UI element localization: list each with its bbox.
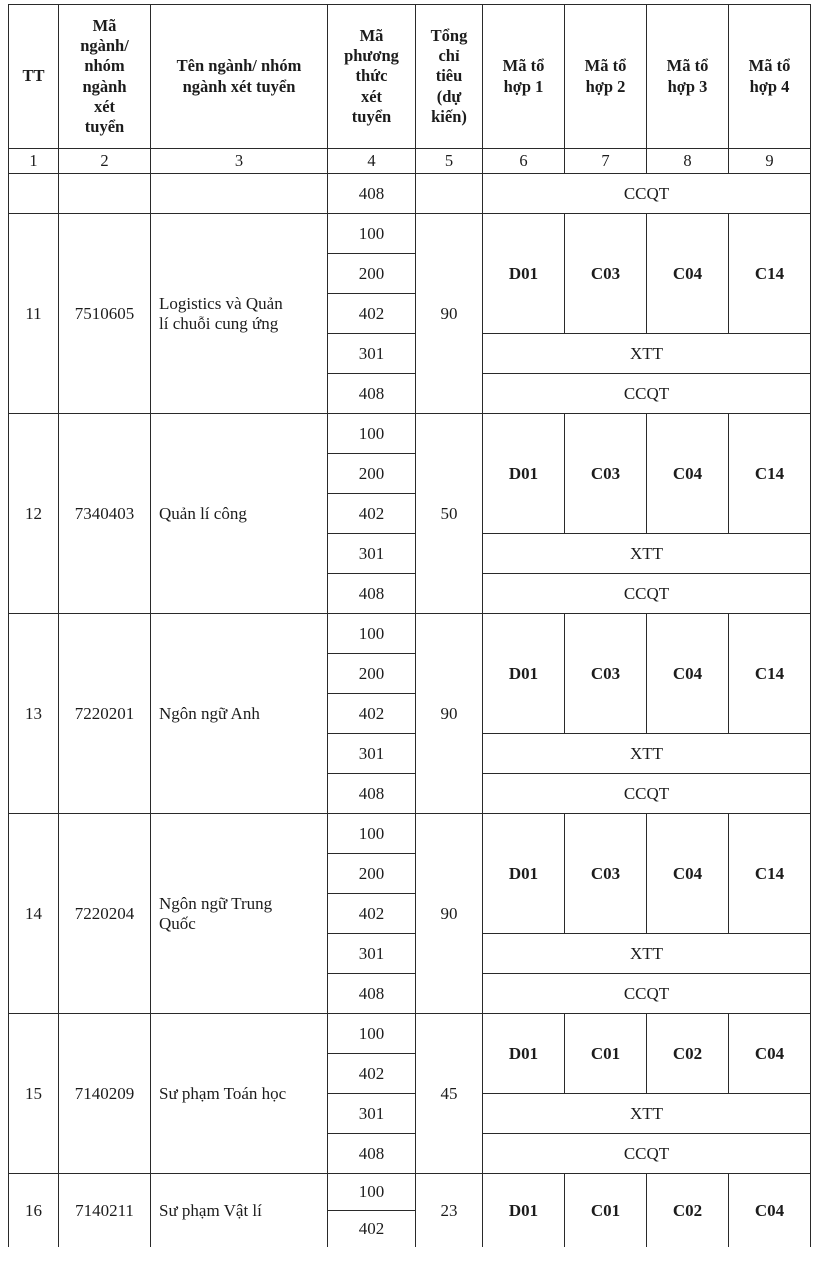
method-code: 402 bbox=[328, 294, 416, 334]
program-tt: 13 bbox=[9, 614, 59, 814]
column-number: 3 bbox=[151, 149, 328, 174]
program-tt: 11 bbox=[9, 214, 59, 414]
column-number: 2 bbox=[59, 149, 151, 174]
program-code: 7140209 bbox=[59, 1014, 151, 1174]
combo-3: C04 bbox=[647, 414, 729, 534]
method-code: 200 bbox=[328, 854, 416, 894]
text-line: hợp 2 bbox=[585, 76, 626, 96]
ccqt-note: CCQT bbox=[483, 574, 811, 614]
method-code: 408 bbox=[328, 374, 416, 414]
text-line: Mã tổ bbox=[502, 56, 545, 76]
combo-4: C14 bbox=[729, 214, 811, 334]
text-line: Mã tổ bbox=[666, 56, 709, 76]
program-code: 7220204 bbox=[59, 814, 151, 1014]
combo-2: C01 bbox=[565, 1174, 647, 1248]
combo-1: D01 bbox=[483, 214, 565, 334]
method-code: 100 bbox=[328, 214, 416, 254]
xtt-note: XTT bbox=[483, 934, 811, 974]
method-code: 100 bbox=[328, 1014, 416, 1054]
text-line: xét bbox=[93, 96, 116, 116]
combo-1: D01 bbox=[483, 614, 565, 734]
combo-3: C04 bbox=[647, 814, 729, 934]
program-tt: 14 bbox=[9, 814, 59, 1014]
ccqt-note: CCQT bbox=[483, 374, 811, 414]
method-code: 100 bbox=[328, 414, 416, 454]
program-code: 7340403 bbox=[59, 414, 151, 614]
method-code: 301 bbox=[328, 934, 416, 974]
method-code: 408 bbox=[328, 774, 416, 814]
program-rows bbox=[9, 214, 811, 1248]
combo-4: C04 bbox=[729, 1174, 811, 1248]
header-row bbox=[9, 5, 811, 149]
method-code: 200 bbox=[328, 654, 416, 694]
program-name bbox=[151, 814, 328, 1014]
text-line: Ngôn ngữ Anh bbox=[159, 703, 260, 723]
program-code: 7220201 bbox=[59, 614, 151, 814]
ccqt-note: CCQT bbox=[483, 1134, 811, 1174]
program-quota: 90 bbox=[416, 614, 483, 814]
header-combo-4 bbox=[729, 5, 811, 149]
text-line: Mã tổ bbox=[584, 56, 627, 76]
header-combo-2 bbox=[565, 5, 647, 149]
method-code: 100 bbox=[328, 614, 416, 654]
method-code: 402 bbox=[328, 694, 416, 734]
program-quota: 50 bbox=[416, 414, 483, 614]
combo-2: C03 bbox=[565, 614, 647, 734]
method-code: 100 bbox=[328, 1174, 416, 1211]
ccqt-note: CCQT bbox=[483, 974, 811, 1014]
program-code: 7140211 bbox=[59, 1174, 151, 1248]
text-line: kiến) bbox=[431, 106, 467, 126]
carryover-method: 408 bbox=[328, 174, 416, 214]
column-number-row bbox=[9, 149, 811, 174]
column-number: 9 bbox=[729, 149, 811, 174]
method-code: 301 bbox=[328, 534, 416, 574]
program-row bbox=[9, 814, 811, 854]
text-line: hợp 1 bbox=[503, 76, 544, 96]
method-code: 301 bbox=[328, 734, 416, 774]
program-row bbox=[9, 614, 811, 654]
ccqt-note: CCQT bbox=[483, 774, 811, 814]
carryover-row bbox=[9, 174, 811, 214]
text-line: hợp 4 bbox=[749, 76, 790, 96]
combo-4: C14 bbox=[729, 614, 811, 734]
combo-2: C03 bbox=[565, 814, 647, 934]
text-line: Quản lí công bbox=[159, 503, 247, 523]
program-tt: 12 bbox=[9, 414, 59, 614]
combo-1: D01 bbox=[483, 1174, 565, 1248]
xtt-note: XTT bbox=[483, 734, 811, 774]
header-tt: TT bbox=[9, 5, 59, 149]
text-line: ngành xét tuyển bbox=[182, 76, 296, 96]
text-line: thức bbox=[355, 66, 388, 86]
text-line: xét bbox=[360, 86, 383, 106]
combo-2: C03 bbox=[565, 214, 647, 334]
program-quota: 90 bbox=[416, 814, 483, 1014]
method-code: 100 bbox=[328, 814, 416, 854]
combo-1: D01 bbox=[483, 414, 565, 534]
header-combo-3 bbox=[647, 5, 729, 149]
text-line: Mã tổ bbox=[748, 56, 791, 76]
program-quota: 45 bbox=[416, 1014, 483, 1174]
carryover-tt-cell bbox=[9, 174, 59, 214]
method-code: 402 bbox=[328, 1054, 416, 1094]
text-line: ngành/ bbox=[80, 36, 129, 56]
method-code: 301 bbox=[328, 334, 416, 374]
header-program-name bbox=[151, 5, 328, 149]
header-program-code bbox=[59, 5, 151, 149]
admission-table bbox=[8, 4, 811, 1247]
method-code: 402 bbox=[328, 1211, 416, 1248]
method-code: 408 bbox=[328, 574, 416, 614]
method-code: 200 bbox=[328, 254, 416, 294]
column-number: 6 bbox=[483, 149, 565, 174]
program-row bbox=[9, 1174, 811, 1211]
combo-3: C02 bbox=[647, 1174, 729, 1248]
column-number: 1 bbox=[9, 149, 59, 174]
column-number: 8 bbox=[647, 149, 729, 174]
program-quota: 90 bbox=[416, 214, 483, 414]
combo-1: D01 bbox=[483, 1014, 565, 1094]
combo-3: C02 bbox=[647, 1014, 729, 1094]
text-line: ngành bbox=[82, 76, 127, 96]
xtt-note: XTT bbox=[483, 1094, 811, 1134]
carryover-note: CCQT bbox=[483, 174, 811, 214]
method-code: 408 bbox=[328, 1134, 416, 1174]
program-name bbox=[151, 414, 328, 614]
program-tt: 16 bbox=[9, 1174, 59, 1248]
text-line: Mã bbox=[359, 26, 384, 46]
program-row bbox=[9, 214, 811, 254]
text-line: Logistics và Quản bbox=[159, 293, 283, 313]
text-line: Quốc bbox=[159, 913, 196, 933]
xtt-note: XTT bbox=[483, 534, 811, 574]
header-method-code bbox=[328, 5, 416, 149]
combo-2: C03 bbox=[565, 414, 647, 534]
carryover-code-cell bbox=[59, 174, 151, 214]
method-code: 301 bbox=[328, 1094, 416, 1134]
text-line: chỉ bbox=[438, 46, 460, 66]
program-name bbox=[151, 1174, 328, 1248]
text-line: nhóm bbox=[84, 56, 125, 76]
method-code: 408 bbox=[328, 974, 416, 1014]
text-line: phương bbox=[344, 46, 399, 66]
combo-3: C04 bbox=[647, 214, 729, 334]
method-code: 200 bbox=[328, 454, 416, 494]
program-name bbox=[151, 214, 328, 414]
program-code: 7510605 bbox=[59, 214, 151, 414]
column-number: 5 bbox=[416, 149, 483, 174]
method-code: 402 bbox=[328, 494, 416, 534]
text-line: Ngôn ngữ Trung bbox=[159, 893, 273, 913]
text-line: Tên ngành/ nhóm bbox=[176, 56, 302, 76]
text-line: tiêu bbox=[435, 66, 463, 86]
combo-4: C04 bbox=[729, 1014, 811, 1094]
text-line: Sư phạm Toán học bbox=[159, 1083, 287, 1103]
carryover-quota-cell bbox=[416, 174, 483, 214]
combo-3: C04 bbox=[647, 614, 729, 734]
combo-4: C14 bbox=[729, 414, 811, 534]
text-line: Tổng bbox=[430, 26, 468, 46]
combo-1: D01 bbox=[483, 814, 565, 934]
program-tt: 15 bbox=[9, 1014, 59, 1174]
carryover-name-cell bbox=[151, 174, 328, 214]
method-code: 402 bbox=[328, 894, 416, 934]
xtt-note: XTT bbox=[483, 334, 811, 374]
header-combo-1 bbox=[483, 5, 565, 149]
program-name bbox=[151, 614, 328, 814]
column-number: 7 bbox=[565, 149, 647, 174]
text-line: tuyển bbox=[351, 106, 392, 126]
text-line: Sư phạm Vật lí bbox=[159, 1200, 262, 1220]
header-quota bbox=[416, 5, 483, 149]
program-quota: 23 bbox=[416, 1174, 483, 1248]
program-name bbox=[151, 1014, 328, 1174]
text-line: tuyển bbox=[84, 116, 125, 136]
text-line: Mã bbox=[92, 16, 117, 36]
text-line: hợp 3 bbox=[667, 76, 708, 96]
column-number: 4 bbox=[328, 149, 416, 174]
combo-2: C01 bbox=[565, 1014, 647, 1094]
text-line: (dự bbox=[436, 86, 462, 106]
program-row bbox=[9, 1014, 811, 1054]
combo-4: C14 bbox=[729, 814, 811, 934]
text-line: lí chuỗi cung ứng bbox=[159, 313, 279, 333]
program-row bbox=[9, 414, 811, 454]
